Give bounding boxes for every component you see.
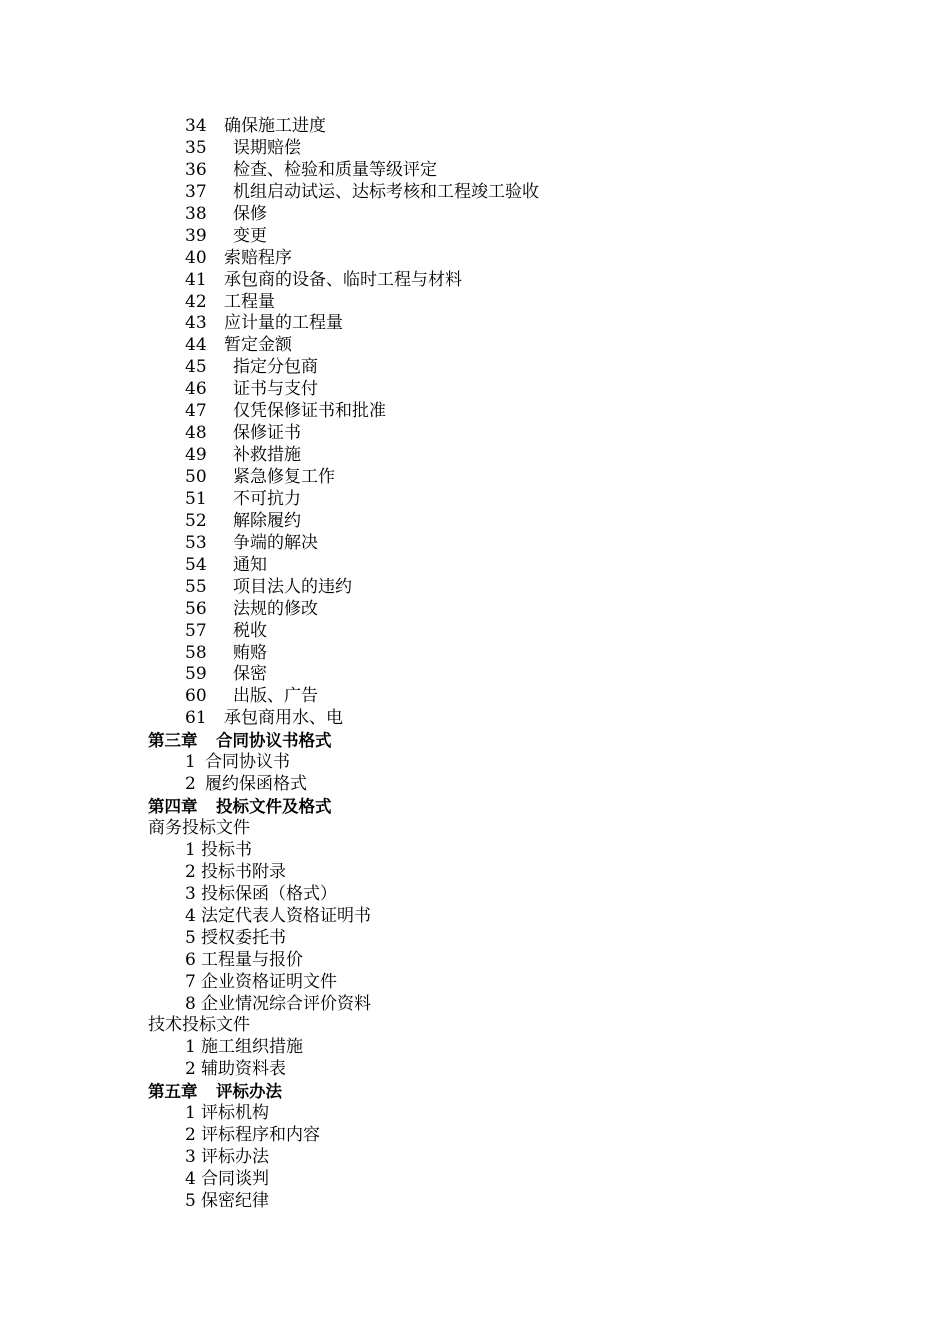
toc-entry-title: 紧急修复工作 [233, 467, 335, 487]
toc-entry-title: 机组启动试运、达标考核和工程竣工验收 [233, 181, 539, 202]
toc-entry [148, 555, 848, 577]
toc-entry-number: 37 [185, 181, 207, 202]
toc-entry [148, 621, 848, 643]
toc-entry-title: 出版、广告 [233, 686, 318, 707]
toc-entry-number: 5 [185, 927, 196, 948]
toc-entry [148, 577, 848, 599]
toc-entry-title: 项目法人的违约 [233, 576, 352, 597]
toc-entry-title: 误期赔偿 [233, 137, 301, 158]
toc-entry-number: 42 [185, 291, 207, 312]
chapter-heading [148, 730, 848, 752]
toc-entry [148, 1103, 848, 1125]
toc-entry-title: 保修证书 [233, 423, 301, 444]
toc-entry-number: 48 [185, 423, 207, 444]
toc-entry-title: 评标办法 [201, 1147, 269, 1168]
toc-entry-number: 8 [185, 993, 196, 1014]
section-heading-title: 技术投标文件 [148, 1015, 250, 1036]
toc-entry [148, 708, 848, 730]
toc-entry [148, 950, 848, 972]
toc-entry-title: 确保施工进度 [224, 116, 326, 136]
toc-entry [148, 1147, 848, 1169]
toc-entry-number: 45 [185, 357, 207, 378]
toc-entry-title: 授权委托书 [201, 927, 286, 948]
toc-entry-number: 44 [185, 335, 207, 356]
toc-entry [148, 994, 848, 1016]
chapter-number: 第四章 [148, 797, 198, 817]
toc-entry-number: 5 [185, 1190, 196, 1211]
toc-entry-number: 54 [185, 554, 207, 575]
toc-entry-number: 58 [185, 642, 207, 663]
toc-entry [148, 248, 848, 270]
toc-entry [148, 752, 848, 774]
toc-entry-number: 49 [185, 445, 207, 466]
chapter-heading [148, 1081, 848, 1103]
toc-entry-number: 4 [185, 1169, 196, 1189]
toc-entry [148, 599, 848, 621]
toc-entry-title: 投标保函（格式） [201, 883, 337, 904]
toc-entry [148, 270, 848, 292]
toc-entry [148, 1169, 848, 1191]
toc-entry [148, 1037, 848, 1059]
toc-entry-number: 1 [185, 752, 196, 773]
toc-entry [148, 664, 848, 686]
chapter-heading [148, 796, 848, 818]
toc-entry-number: 1 [185, 1103, 196, 1124]
toc-entry-title: 指定分包商 [233, 357, 318, 378]
toc-entry-number: 6 [185, 949, 196, 970]
toc-entry [148, 928, 848, 950]
toc-entry-title: 企业资格证明文件 [201, 971, 337, 992]
toc-entry [148, 774, 848, 796]
toc-entry [148, 686, 848, 708]
toc-entry-title: 暂定金额 [224, 335, 292, 356]
toc-entry-number: 35 [185, 137, 207, 158]
toc-entry [148, 357, 848, 379]
toc-entry [148, 884, 848, 906]
toc-entry [148, 533, 848, 555]
toc-entry-title: 补救措施 [233, 445, 301, 466]
toc-entry-number: 46 [185, 379, 207, 400]
toc-entry-title: 承包商用水、电 [224, 708, 343, 729]
toc-entry [148, 292, 848, 314]
toc-entry-title: 合同谈判 [201, 1169, 269, 1189]
toc-entry-number: 4 [185, 905, 196, 926]
toc-entry-number: 57 [185, 620, 207, 641]
toc-entry-number: 52 [185, 510, 207, 531]
toc-entry [148, 160, 848, 182]
toc-entry-number: 51 [185, 488, 207, 509]
toc-entry-number: 1 [185, 839, 196, 860]
toc-entry-title: 企业情况综合评价资料 [201, 993, 371, 1014]
section-heading [148, 818, 848, 840]
toc-entry-title: 法规的修改 [233, 598, 318, 619]
toc-entry-title: 承包商的设备、临时工程与材料 [224, 269, 462, 290]
toc-entry [148, 1125, 848, 1147]
toc-entry-title: 解除履约 [233, 510, 301, 531]
toc-entry-number: 3 [185, 1147, 196, 1168]
toc-entry-title: 工程量 [224, 291, 275, 312]
toc-entry [148, 906, 848, 928]
toc-entry [148, 379, 848, 401]
toc-entry-title: 保修 [233, 203, 267, 224]
toc-entry-title: 应计量的工程量 [224, 313, 343, 334]
section-heading-title: 商务投标文件 [148, 818, 250, 838]
toc-entry-title: 评标机构 [201, 1103, 269, 1124]
toc-entry-title: 保密 [233, 664, 267, 685]
chapter-number: 第三章 [148, 731, 198, 751]
toc-entry-title: 投标书附录 [201, 861, 286, 882]
toc-entry-number: 61 [185, 708, 207, 729]
toc-entry-number: 2 [185, 1125, 196, 1146]
toc-entry-number: 2 [185, 774, 196, 795]
toc-entry-title: 履约保函格式 [205, 774, 307, 795]
toc-entry-number: 60 [185, 686, 207, 707]
chapter-title: 合同协议书格式 [216, 731, 332, 751]
toc-entry [148, 313, 848, 335]
toc-entry-number: 36 [185, 159, 207, 180]
toc-entry-number: 59 [185, 664, 207, 685]
toc-entry-title: 工程量与报价 [201, 949, 303, 970]
toc-entry-title: 不可抗力 [233, 488, 301, 509]
toc-entry-number: 39 [185, 225, 207, 246]
toc-entry-number: 55 [185, 576, 207, 597]
chapter-number: 第五章 [148, 1082, 198, 1102]
toc-entry [148, 643, 848, 665]
toc-entry-number: 47 [185, 401, 207, 422]
toc-entry-number: 1 [185, 1037, 196, 1058]
toc-entry [148, 511, 848, 533]
toc-entry-title: 仅凭保修证书和批准 [233, 401, 386, 422]
toc-entry-title: 法定代表人资格证明书 [201, 905, 371, 926]
toc-entry-number: 43 [185, 313, 207, 334]
toc-entry-number: 40 [185, 247, 207, 268]
toc-entry [148, 182, 848, 204]
toc-entry [148, 401, 848, 423]
toc-entry-title: 辅助资料表 [201, 1059, 286, 1080]
toc-entry-title: 税收 [233, 620, 267, 641]
section-heading [148, 1015, 848, 1037]
toc-entry [148, 1191, 848, 1213]
toc-entry-title: 索赔程序 [224, 247, 292, 268]
toc-entry [148, 335, 848, 357]
toc-entry [148, 467, 848, 489]
toc-entry-title: 评标程序和内容 [201, 1125, 320, 1146]
toc-entry-title: 合同协议书 [205, 752, 290, 773]
toc-entry-title: 投标书 [201, 839, 252, 860]
toc-entry [148, 489, 848, 511]
toc-entry-number: 2 [185, 1059, 196, 1080]
toc-entry [148, 423, 848, 445]
toc-entry [148, 840, 848, 862]
toc-entry-number: 7 [185, 971, 196, 992]
chapter-title: 投标文件及格式 [216, 797, 332, 817]
toc-entry-number: 38 [185, 203, 207, 224]
toc-entry [148, 1059, 848, 1081]
toc-entry-number: 53 [185, 532, 207, 553]
toc-entry-title: 检查、检验和质量等级评定 [233, 159, 437, 180]
toc-entry [148, 138, 848, 160]
chapter-title: 评标办法 [216, 1082, 282, 1102]
toc-entry-number: 34 [185, 116, 207, 136]
toc-entry [148, 204, 848, 226]
toc-entry-number: 50 [185, 467, 207, 487]
toc-entry [148, 445, 848, 467]
toc-entry-number: 56 [185, 598, 207, 619]
toc-entry [148, 972, 848, 994]
toc-entry-title: 保密纪律 [201, 1190, 269, 1211]
toc-entry-title: 贿赂 [233, 642, 267, 663]
toc-entry-number: 2 [185, 861, 196, 882]
toc-entry-title: 证书与支付 [233, 379, 318, 400]
toc-entry [148, 116, 848, 138]
toc-entry-title: 施工组织措施 [201, 1037, 303, 1058]
toc-entry-title: 变更 [233, 225, 267, 246]
table-of-contents [148, 116, 848, 1213]
toc-entry-number: 41 [185, 269, 207, 290]
toc-entry-title: 通知 [233, 554, 267, 575]
toc-entry-number: 3 [185, 883, 196, 904]
toc-entry-title: 争端的解决 [233, 532, 318, 553]
toc-entry [148, 862, 848, 884]
toc-entry [148, 226, 848, 248]
